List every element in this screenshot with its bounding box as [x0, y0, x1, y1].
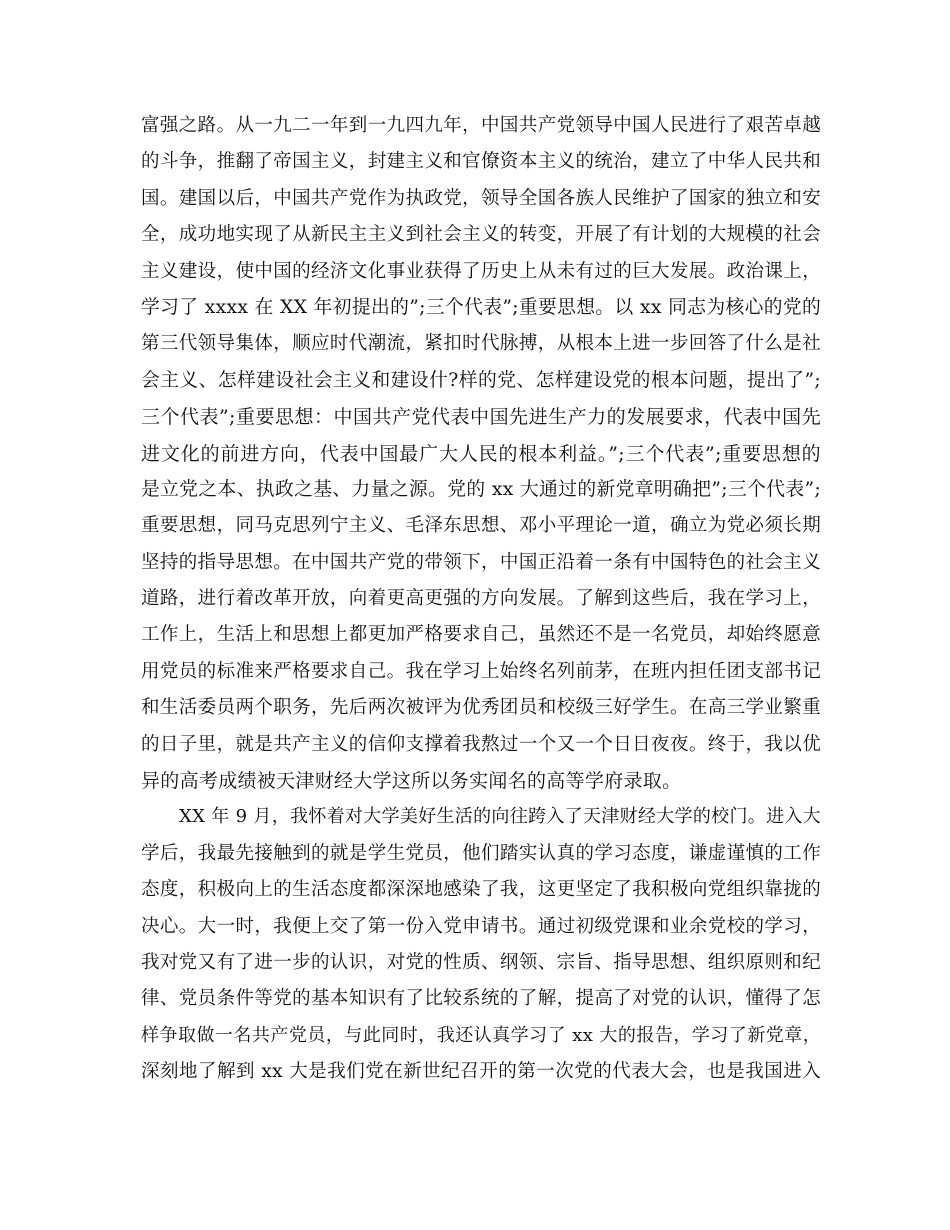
text-line: 决心。大一时，我便上交了第一份入党申请书。通过初级党课和业余党校的学习，: [141, 915, 821, 937]
text-line: 坚持的指导思想。在中国共产党的带领下，中国正沿着一条有中国特色的社会主义: [141, 551, 821, 573]
text-line: 主义建设，使中国的经济文化事业获得了历史上从未有过的巨大发展。政治课上，: [141, 260, 821, 282]
text-line: 我对党又有了进一步的认识，对党的性质、纲领、宗旨、指导思想、组织原则和纪: [141, 951, 821, 973]
text-line: 会主义、怎样建设社会主义和建设什?样的党、怎样建设党的根本问题，提出了”;: [141, 369, 821, 391]
text-line: 工作上，生活上和思想上都更加严格要求自己，虽然还不是一名党员，却始终愿意: [141, 624, 821, 646]
text-line: 学后，我最先接触到的就是学生党员，他们踏实认真的学习态度，谦虚谨慎的工作: [141, 842, 821, 864]
text-line: 进文化的前进方向，代表中国最广大人民的根本利益。”;三个代表”;重要思想的: [141, 442, 821, 465]
body-text: [141, 108, 821, 1091]
text-line: 用党员的标准来严格要求自己。我在学习上始终名列前茅，在班内担任团支部书记: [141, 660, 821, 682]
text-line: 学习了 xxxx 在 XX 年初提出的”;三个代表”;重要思想。以 xx 同志为核心的党的: [141, 296, 821, 318]
text-line: 和生活委员两个职务，先后两次被评为优秀团员和校级三好学生。在高三学业繁重: [141, 697, 821, 719]
text-line: 国。建国以后，中国共产党作为执政党，领导全国各族人民维护了国家的独立和安: [141, 187, 821, 209]
text-line: 样争取做一名共产党员，与此同时，我还认真学习了 xx 大的报告，学习了新党章，: [141, 1024, 821, 1046]
paragraph-first-line: XX 年 9 月，我怀着对大学美好生活的向往跨入了天津财经大学的校门。进入大: [179, 806, 821, 828]
text-line: 态度，积极向上的生活态度都深深地感染了我，这更坚定了我积极向党组织靠拢的: [141, 879, 821, 901]
paragraph-end-line: 异的高考成绩被天津财经大学这所以务实闻名的高等学府录取。: [141, 770, 682, 793]
text-line: 深刻地了解到 xx 大是我们党在新世纪召开的第一次党的代表大会，也是我国进入: [141, 1061, 821, 1083]
text-line: 的日子里，就是共产主义的信仰支撑着我熬过一个又一个日日夜夜。终于，我以优: [141, 733, 821, 755]
text-line: 第三代领导集体，顺应时代潮流，紧扣时代脉搏，从根本上进一步回答了什么是社: [141, 333, 821, 355]
text-line: 律、党员条件等党的基本知识有了比较系统的了解，提高了对党的认识，懂得了怎: [141, 988, 821, 1010]
text-line: 道路，进行着改革开放，向着更高更强的方向发展。了解到这些后，我在学习上，: [141, 588, 821, 610]
text-line: 三个代表”;重要思想：中国共产党代表中国先进生产力的发展要求，代表中国先: [141, 406, 821, 429]
text-line: 重要思想，同马克思列宁主义、毛泽东思想、邓小平理论一道，确立为党必须长期: [141, 515, 821, 537]
text-line: 全，成功地实现了从新民主主义到社会主义的转变，开展了有计划的大规模的社会: [141, 224, 821, 246]
text-line: 富强之路。从一九二一年到一九四九年，中国共产党领导中国人民进行了艰苦卓越: [141, 115, 821, 136]
text-line: 的斗争，推翻了帝国主义，封建主义和官僚资本主义的统治，建立了中华人民共和: [141, 151, 821, 173]
text-line: 是立党之本、执政之基、力量之源。党的 xx 大通过的新党章明确把”;三个代表”;: [141, 478, 821, 500]
